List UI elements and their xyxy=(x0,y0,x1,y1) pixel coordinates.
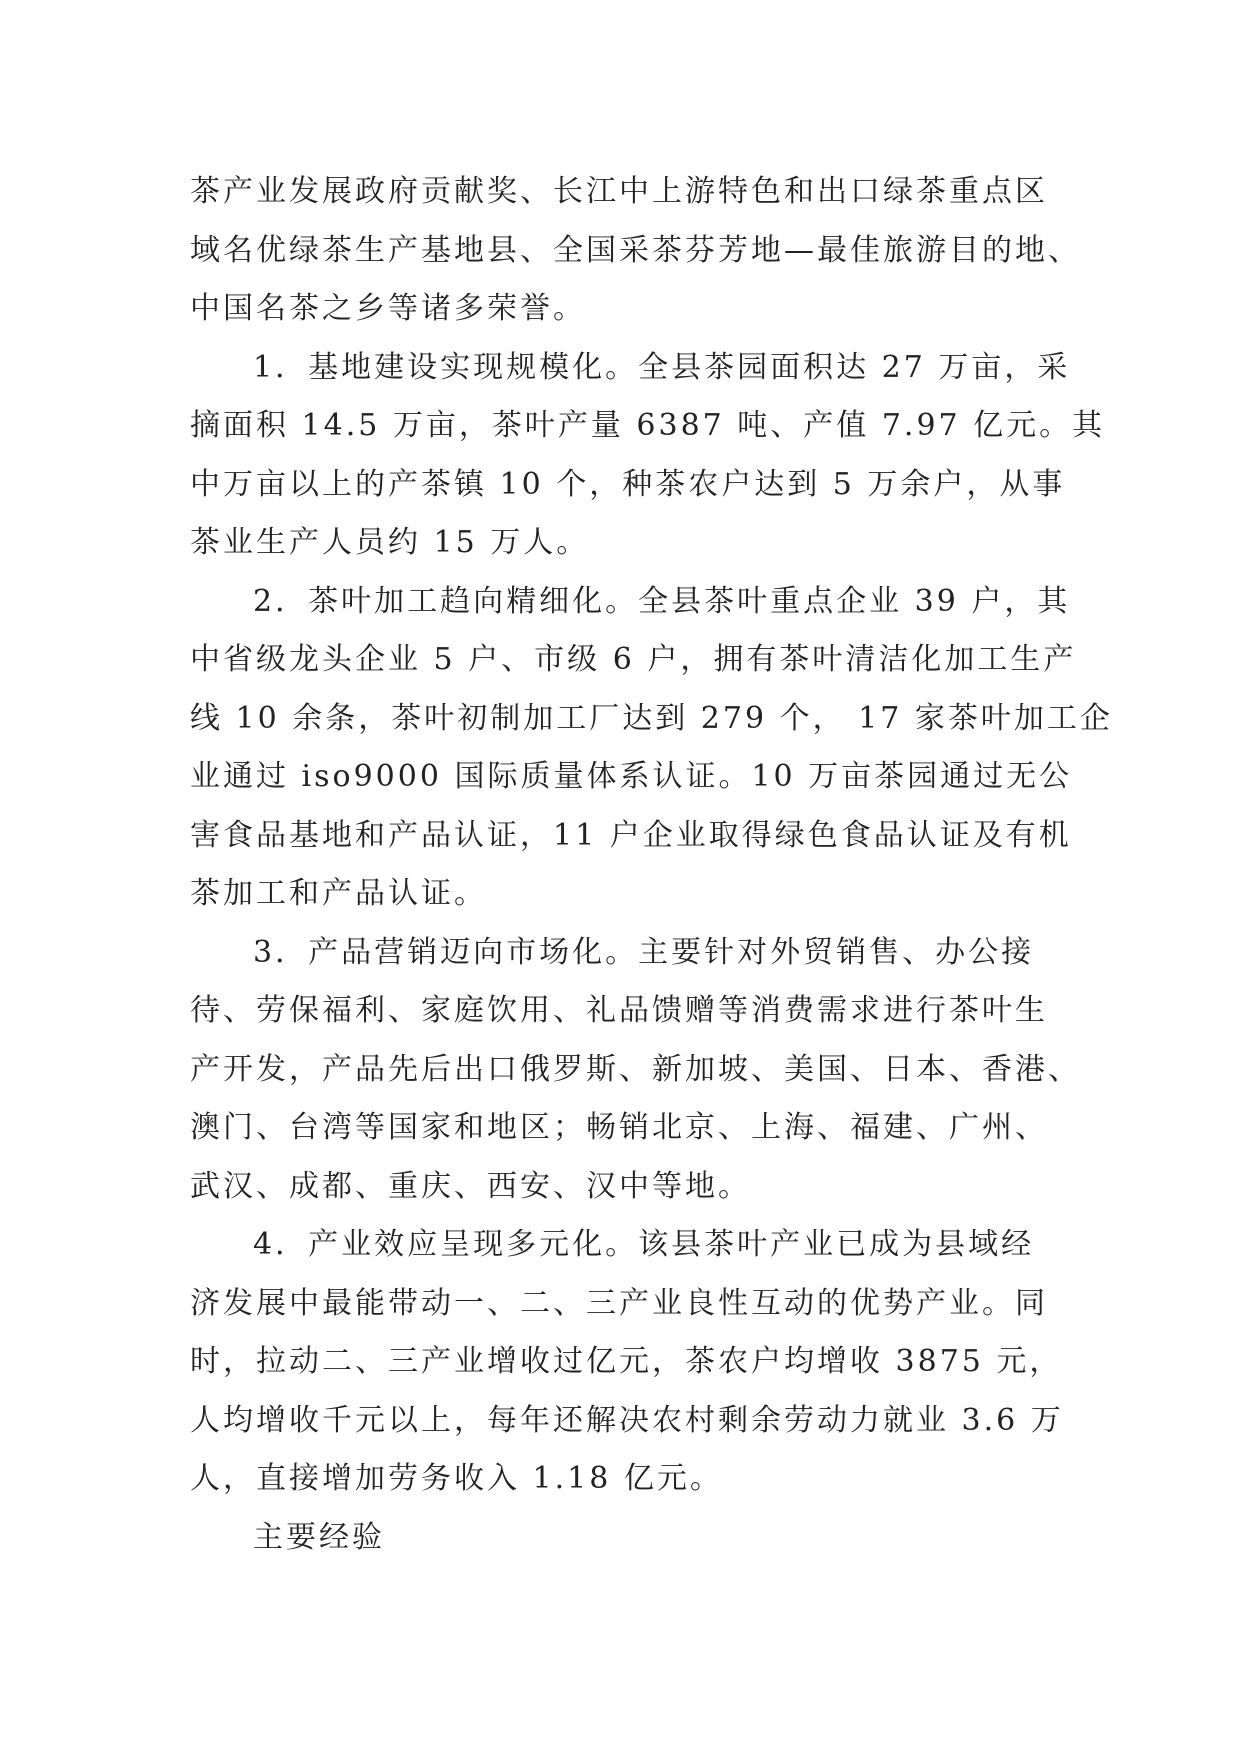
text-line: 济发展中最能带动一、二、三产业良性互动的优势产业。同 xyxy=(190,1285,1048,1321)
text-line: 茶加工和产品认证。 xyxy=(190,876,487,911)
text-line: 中万亩以上的产茶镇 10 个，种茶农户达到 5 万余户，从事 xyxy=(190,466,1066,502)
paragraph-2-heading-line: 2．茶叶加工趋向精细化。全县茶叶重点企业 39 户，其 xyxy=(253,583,1071,619)
text-line: 中国名茶之乡等诸多荣誉。 xyxy=(190,291,586,326)
paragraph-1-heading-line: 1．基地建设实现规模化。全县茶园面积达 27 万亩，采 xyxy=(253,349,1071,385)
document-body xyxy=(190,163,1113,1567)
text-line: 待、劳保福利、家庭饮用、礼品馈赠等消费需求进行茶叶生 xyxy=(190,993,1048,1028)
text-line: 中省级龙头企业 5 户、市级 6 户，拥有茶叶清洁化加工生产 xyxy=(190,642,1077,677)
text-line: 业通过 iso9000 国际质量体系认证。10 万亩茶园通过无公 xyxy=(190,759,1073,794)
paragraph-3-heading-line: 3．产品营销迈向市场化。主要针对外贸销售、办公接 xyxy=(253,934,1035,970)
text-line: 域名优绿茶生产基地县、全国采茶芬芳地—最佳旅游目的地、 xyxy=(190,232,1081,268)
text-line: 线 10 余条，茶叶初制加工厂达到 279 个， 17 家茶叶加工企 xyxy=(190,700,1113,736)
text-line: 人，直接增加劳务收入 1.18 亿元。 xyxy=(190,1461,723,1496)
text-line: 武汉、成都、重庆、西安、汉中等地。 xyxy=(190,1168,751,1204)
text-line: 摘面积 14.5 万亩，茶叶产量 6387 吨、产值 7.97 亿元。其 xyxy=(190,408,1106,443)
text-line: 茶业生产人员约 15 万人。 xyxy=(190,525,590,560)
text-line: 人均增收千元以上，每年还解决农村剩余劳动力就业 3.6 万 xyxy=(190,1402,1064,1438)
text-line: 澳门、台湾等国家和地区；畅销北京、上海、福建、广州、 xyxy=(190,1110,1048,1145)
text-line: 时，拉动二、三产业增收过亿元，茶农户均增收 3875 元， xyxy=(190,1344,1063,1379)
text-line: 产开发，产品先后出口俄罗斯、新加坡、美国、日本、香港、 xyxy=(190,1051,1081,1087)
paragraph-4-heading-line: 4．产业效应呈现多元化。该县茶叶产业已成为县域经 xyxy=(253,1227,1035,1262)
text-line: 害食品基地和产品认证，11 户企业取得绿色食品认证及有机 xyxy=(190,817,1072,853)
section-heading: 主要经验 xyxy=(253,1519,385,1555)
text-line: 茶产业发展政府贡献奖、长江中上游特色和出口绿茶重点区 xyxy=(190,174,1048,209)
